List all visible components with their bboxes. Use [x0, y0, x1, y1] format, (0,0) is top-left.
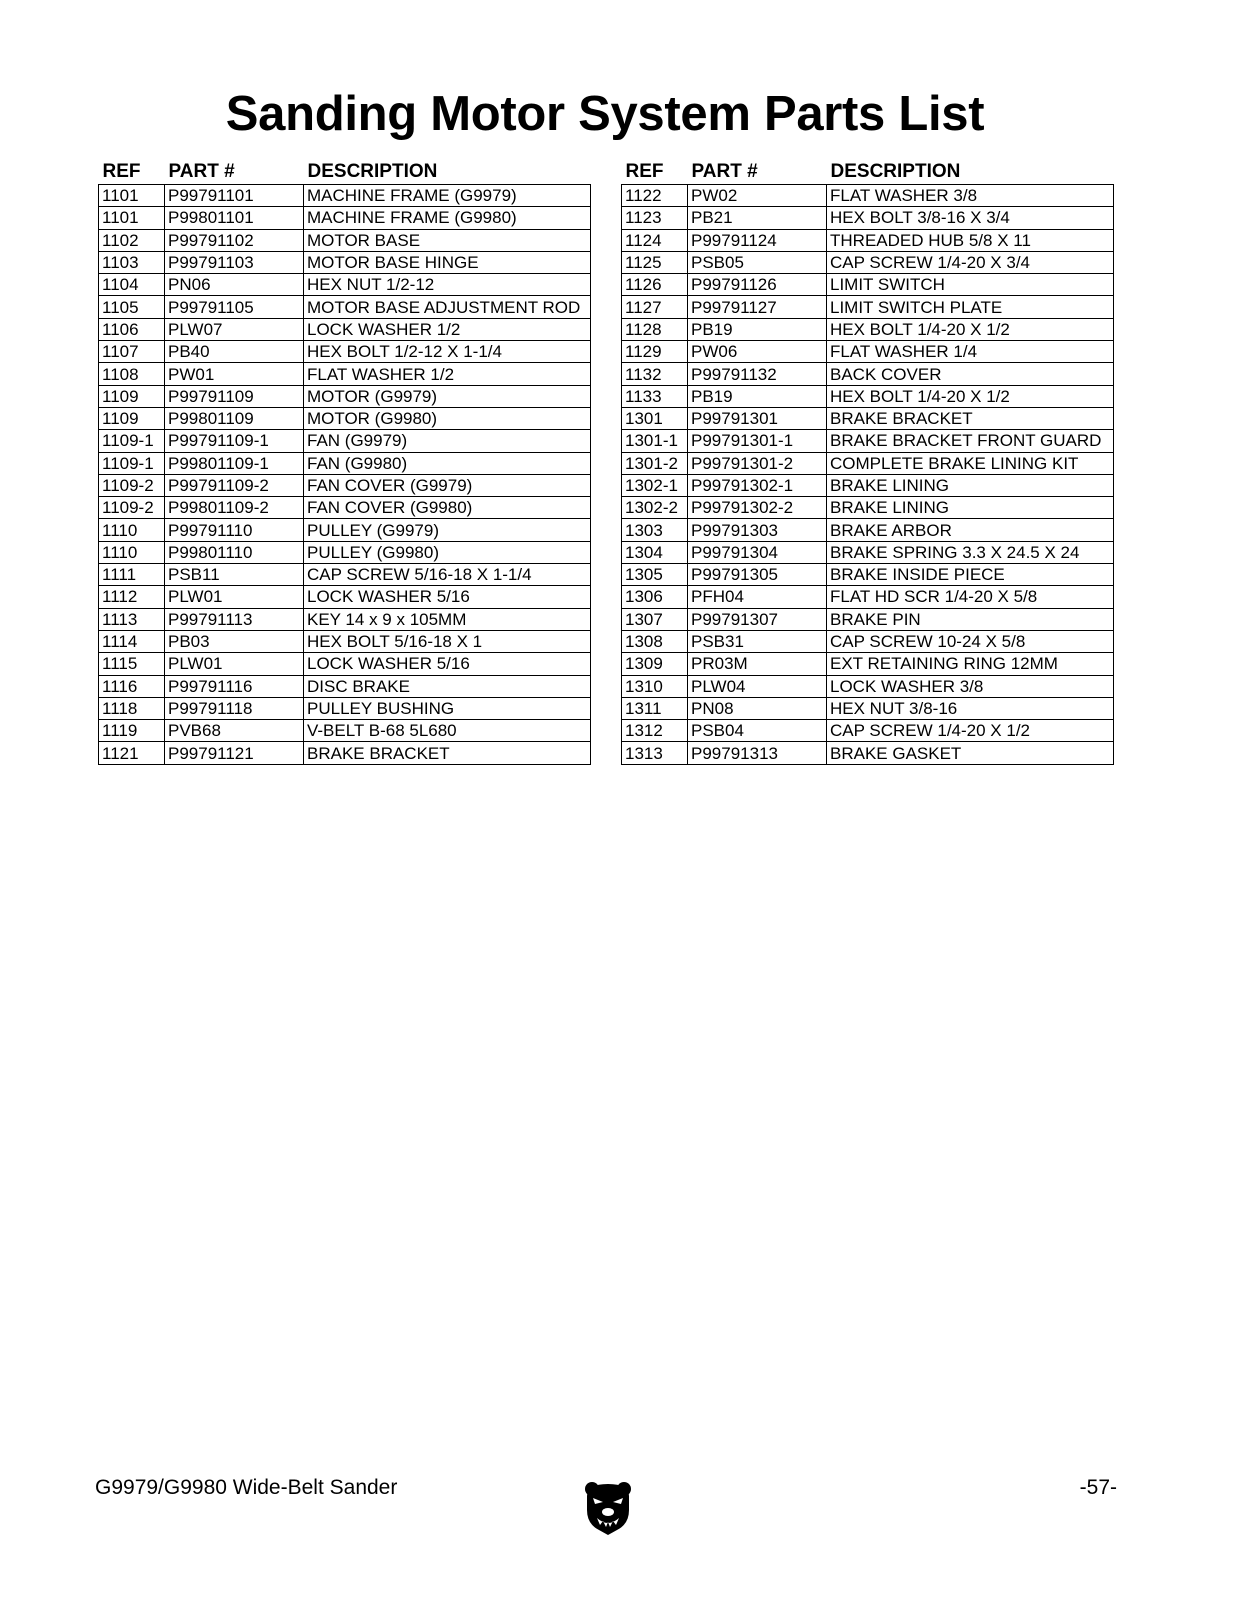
- part-number-cell: P99791302-1: [688, 474, 827, 496]
- description-cell: COMPLETE BRAKE LINING KIT: [827, 452, 1114, 474]
- ref-cell: 1106: [99, 318, 165, 340]
- description-cell: MACHINE FRAME (G9980): [304, 207, 591, 229]
- description-cell: CAP SCREW 1/4-20 X 1/2: [827, 720, 1114, 742]
- table-row: [99, 185, 591, 207]
- description-cell: BRAKE PIN: [827, 608, 1114, 630]
- description-cell: DISC BRAKE: [304, 675, 591, 697]
- part-number-cell: PB19: [688, 385, 827, 407]
- ref-cell: 1302-2: [622, 497, 688, 519]
- bear-head-logo-icon: [583, 1480, 633, 1536]
- description-cell: LIMIT SWITCH PLATE: [827, 296, 1114, 318]
- part-number-cell: P99791124: [688, 229, 827, 251]
- description-cell: CAP SCREW 5/16-18 X 1-1/4: [304, 564, 591, 586]
- part-header: PART #: [168, 161, 235, 182]
- ref-cell: 1124: [622, 229, 688, 251]
- table-row: [622, 630, 1114, 652]
- ref-cell: 1109-1: [99, 452, 165, 474]
- part-number-cell: PLW01: [165, 653, 304, 675]
- ref-cell: 1109: [99, 407, 165, 429]
- part-number-cell: PB03: [165, 630, 304, 652]
- ref-cell: 1112: [99, 586, 165, 608]
- table-row: [99, 430, 591, 452]
- description-cell: PULLEY (G9979): [304, 519, 591, 541]
- part-number-cell: PW01: [165, 363, 304, 385]
- part-number-cell: P99791126: [688, 274, 827, 296]
- table-row: [99, 675, 591, 697]
- description-cell: PULLEY BUSHING: [304, 697, 591, 719]
- ref-cell: 1122: [622, 185, 688, 207]
- table-row: [622, 519, 1114, 541]
- table-row: [622, 653, 1114, 675]
- description-cell: BRAKE LINING: [827, 474, 1114, 496]
- description-cell: FLAT WASHER 3/8: [827, 185, 1114, 207]
- description-cell: LIMIT SWITCH: [827, 274, 1114, 296]
- part-number-cell: P99801101: [165, 207, 304, 229]
- description-cell: EXT RETAINING RING 12MM: [827, 653, 1114, 675]
- description-cell: BRAKE ARBOR: [827, 519, 1114, 541]
- ref-cell: 1307: [622, 608, 688, 630]
- description-cell: BRAKE GASKET: [827, 742, 1114, 764]
- table-row: [622, 229, 1114, 251]
- table-row: [622, 474, 1114, 496]
- part-number-cell: P99791103: [165, 251, 304, 273]
- table-header-row: [622, 152, 1114, 185]
- table-row: [622, 675, 1114, 697]
- ref-cell: 1113: [99, 608, 165, 630]
- table-row: [99, 653, 591, 675]
- part-number-cell: P99801109: [165, 407, 304, 429]
- ref-cell: 1109-2: [99, 474, 165, 496]
- table-row: [622, 341, 1114, 363]
- part-number-cell: P99791127: [688, 296, 827, 318]
- ref-cell: 1115: [99, 653, 165, 675]
- ref-cell: 1309: [622, 653, 688, 675]
- table-row: [622, 742, 1114, 764]
- ref-cell: 1311: [622, 697, 688, 719]
- ref-cell: 1105: [99, 296, 165, 318]
- description-cell: HEX BOLT 5/16-18 X 1: [304, 630, 591, 652]
- table-row: [622, 363, 1114, 385]
- part-number-cell: P99791121: [165, 742, 304, 764]
- description-cell: LOCK WASHER 5/16: [304, 586, 591, 608]
- table-row: [99, 608, 591, 630]
- description-cell: MOTOR BASE: [304, 229, 591, 251]
- part-number-cell: PSB31: [688, 630, 827, 652]
- footer-model-name: G9979/G9980 Wide-Belt Sander: [95, 1476, 398, 1499]
- description-cell: FLAT WASHER 1/4: [827, 341, 1114, 363]
- part-number-cell: P99791116: [165, 675, 304, 697]
- description-cell: HEX BOLT 1/2-12 X 1-1/4: [304, 341, 591, 363]
- table-row: [622, 497, 1114, 519]
- part-number-cell: PW06: [688, 341, 827, 363]
- description-cell: MOTOR BASE HINGE: [304, 251, 591, 273]
- description-cell: FLAT WASHER 1/2: [304, 363, 591, 385]
- table-header-row: [99, 152, 591, 185]
- table-row: [99, 519, 591, 541]
- part-number-cell: PSB05: [688, 251, 827, 273]
- description-cell: MOTOR (G9979): [304, 385, 591, 407]
- ref-cell: 1111: [99, 564, 165, 586]
- table-row: [99, 720, 591, 742]
- description-cell: LOCK WASHER 1/2: [304, 318, 591, 340]
- table-row: [622, 608, 1114, 630]
- description-cell: HEX NUT 3/8-16: [827, 697, 1114, 719]
- ref-cell: 1305: [622, 564, 688, 586]
- part-number-cell: PFH04: [688, 586, 827, 608]
- table-row: [622, 407, 1114, 429]
- parts-table-right-body: [622, 185, 1114, 765]
- description-cell: HEX BOLT 3/8-16 X 3/4: [827, 207, 1114, 229]
- part-number-cell: P99791110: [165, 519, 304, 541]
- description-cell: HEX BOLT 1/4-20 X 1/2: [827, 385, 1114, 407]
- table-row: [622, 541, 1114, 563]
- table-row: [622, 385, 1114, 407]
- part-number-cell: P99791304: [688, 541, 827, 563]
- part-number-cell: P99791305: [688, 564, 827, 586]
- ref-cell: 1301-2: [622, 452, 688, 474]
- part-number-cell: P99791302-2: [688, 497, 827, 519]
- part-number-cell: P99791301-1: [688, 430, 827, 452]
- part-header: PART #: [691, 161, 758, 182]
- table-row: [99, 452, 591, 474]
- ref-cell: 1301: [622, 407, 688, 429]
- page-number: -57-: [1079, 1476, 1117, 1499]
- description-cell: PULLEY (G9980): [304, 541, 591, 563]
- table-row: [99, 697, 591, 719]
- table-row: [622, 586, 1114, 608]
- ref-cell: 1125: [622, 251, 688, 273]
- ref-cell: 1101: [99, 207, 165, 229]
- ref-header: REF: [625, 161, 664, 182]
- ref-cell: 1101: [99, 185, 165, 207]
- part-number-cell: P99791109: [165, 385, 304, 407]
- table-row: [99, 742, 591, 764]
- description-cell: FAN COVER (G9980): [304, 497, 591, 519]
- description-cell: BRAKE BRACKET: [827, 407, 1114, 429]
- table-row: [622, 207, 1114, 229]
- ref-cell: 1107: [99, 341, 165, 363]
- part-number-cell: PB19: [688, 318, 827, 340]
- parts-table-right: [621, 152, 1114, 765]
- ref-cell: 1102: [99, 229, 165, 251]
- description-cell: BACK COVER: [827, 363, 1114, 385]
- ref-cell: 1103: [99, 251, 165, 273]
- description-cell: CAP SCREW 1/4-20 X 3/4: [827, 251, 1114, 273]
- part-number-cell: P99791105: [165, 296, 304, 318]
- table-row: [99, 318, 591, 340]
- table-row: [622, 697, 1114, 719]
- table-row: [622, 251, 1114, 273]
- description-header: DESCRIPTION: [307, 161, 438, 182]
- table-row: [99, 407, 591, 429]
- description-cell: BRAKE BRACKET: [304, 742, 591, 764]
- ref-cell: 1109-1: [99, 430, 165, 452]
- description-cell: BRAKE SPRING 3.3 X 24.5 X 24: [827, 541, 1114, 563]
- part-number-cell: P99791109-2: [165, 474, 304, 496]
- part-number-cell: PW02: [688, 185, 827, 207]
- description-cell: FAN COVER (G9979): [304, 474, 591, 496]
- description-cell: BRAKE INSIDE PIECE: [827, 564, 1114, 586]
- part-number-cell: P99791109-1: [165, 430, 304, 452]
- table-row: [99, 274, 591, 296]
- description-cell: FLAT HD SCR 1/4-20 X 5/8: [827, 586, 1114, 608]
- table-row: [99, 363, 591, 385]
- ref-cell: 1104: [99, 274, 165, 296]
- ref-cell: 1121: [99, 742, 165, 764]
- table-row: [99, 296, 591, 318]
- part-number-cell: PLW04: [688, 675, 827, 697]
- ref-cell: 1132: [622, 363, 688, 385]
- table-row: [622, 296, 1114, 318]
- table-row: [622, 564, 1114, 586]
- table-row: [99, 341, 591, 363]
- page-title: Sanding Motor System Parts List: [225, 87, 985, 141]
- ref-cell: 1110: [99, 519, 165, 541]
- description-cell: BRAKE LINING: [827, 497, 1114, 519]
- ref-cell: 1301-1: [622, 430, 688, 452]
- table-row: [99, 630, 591, 652]
- part-number-cell: PR03M: [688, 653, 827, 675]
- table-row: [622, 452, 1114, 474]
- part-number-cell: P99791132: [688, 363, 827, 385]
- part-number-cell: PLW07: [165, 318, 304, 340]
- ref-cell: 1306: [622, 586, 688, 608]
- description-cell: MACHINE FRAME (G9979): [304, 185, 591, 207]
- part-number-cell: PSB04: [688, 720, 827, 742]
- part-number-cell: P99791113: [165, 608, 304, 630]
- ref-cell: 1313: [622, 742, 688, 764]
- ref-cell: 1109: [99, 385, 165, 407]
- parts-table-left-body: [99, 185, 591, 765]
- part-number-cell: PN08: [688, 697, 827, 719]
- table-row: [622, 318, 1114, 340]
- part-number-cell: PLW01: [165, 586, 304, 608]
- table-row: [622, 720, 1114, 742]
- part-number-cell: P99791313: [688, 742, 827, 764]
- description-cell: MOTOR BASE ADJUSTMENT ROD: [304, 296, 591, 318]
- ref-cell: 1128: [622, 318, 688, 340]
- ref-cell: 1129: [622, 341, 688, 363]
- table-row: [99, 385, 591, 407]
- ref-cell: 1114: [99, 630, 165, 652]
- description-cell: MOTOR (G9980): [304, 407, 591, 429]
- part-number-cell: PN06: [165, 274, 304, 296]
- part-number-cell: P99791307: [688, 608, 827, 630]
- part-number-cell: PB21: [688, 207, 827, 229]
- table-row: [622, 185, 1114, 207]
- description-cell: LOCK WASHER 5/16: [304, 653, 591, 675]
- ref-cell: 1308: [622, 630, 688, 652]
- ref-cell: 1123: [622, 207, 688, 229]
- description-cell: HEX BOLT 1/4-20 X 1/2: [827, 318, 1114, 340]
- description-cell: BRAKE BRACKET FRONT GUARD: [827, 430, 1114, 452]
- part-number-cell: P99791303: [688, 519, 827, 541]
- ref-cell: 1133: [622, 385, 688, 407]
- table-row: [99, 497, 591, 519]
- ref-cell: 1126: [622, 274, 688, 296]
- description-cell: KEY 14 x 9 x 105MM: [304, 608, 591, 630]
- ref-cell: 1109-2: [99, 497, 165, 519]
- part-number-cell: P99791101: [165, 185, 304, 207]
- ref-cell: 1310: [622, 675, 688, 697]
- part-number-cell: P99801109-1: [165, 452, 304, 474]
- table-row: [622, 430, 1114, 452]
- table-row: [99, 541, 591, 563]
- description-cell: CAP SCREW 10-24 X 5/8: [827, 630, 1114, 652]
- part-number-cell: P99801109-2: [165, 497, 304, 519]
- ref-cell: 1118: [99, 697, 165, 719]
- ref-cell: 1127: [622, 296, 688, 318]
- ref-header: REF: [102, 161, 141, 182]
- parts-table-left: [98, 152, 591, 765]
- description-cell: LOCK WASHER 3/8: [827, 675, 1114, 697]
- ref-cell: 1304: [622, 541, 688, 563]
- part-number-cell: PSB11: [165, 564, 304, 586]
- ref-cell: 1312: [622, 720, 688, 742]
- ref-cell: 1116: [99, 675, 165, 697]
- ref-cell: 1108: [99, 363, 165, 385]
- ref-cell: 1303: [622, 519, 688, 541]
- table-row: [99, 564, 591, 586]
- description-cell: HEX NUT 1/2-12: [304, 274, 591, 296]
- table-row: [99, 586, 591, 608]
- table-row: [622, 274, 1114, 296]
- part-number-cell: P99791118: [165, 697, 304, 719]
- description-cell: FAN (G9979): [304, 430, 591, 452]
- part-number-cell: PVB68: [165, 720, 304, 742]
- ref-cell: 1110: [99, 541, 165, 563]
- part-number-cell: P99791301-2: [688, 452, 827, 474]
- part-number-cell: P99791102: [165, 229, 304, 251]
- part-number-cell: PB40: [165, 341, 304, 363]
- ref-cell: 1302-1: [622, 474, 688, 496]
- table-row: [99, 251, 591, 273]
- ref-cell: 1119: [99, 720, 165, 742]
- description-cell: V-BELT B-68 5L680: [304, 720, 591, 742]
- part-number-cell: P99791301: [688, 407, 827, 429]
- table-row: [99, 229, 591, 251]
- table-row: [99, 474, 591, 496]
- description-header: DESCRIPTION: [830, 161, 961, 182]
- description-cell: FAN (G9980): [304, 452, 591, 474]
- part-number-cell: P99801110: [165, 541, 304, 563]
- table-row: [99, 207, 591, 229]
- description-cell: THREADED HUB 5/8 X 11: [827, 229, 1114, 251]
